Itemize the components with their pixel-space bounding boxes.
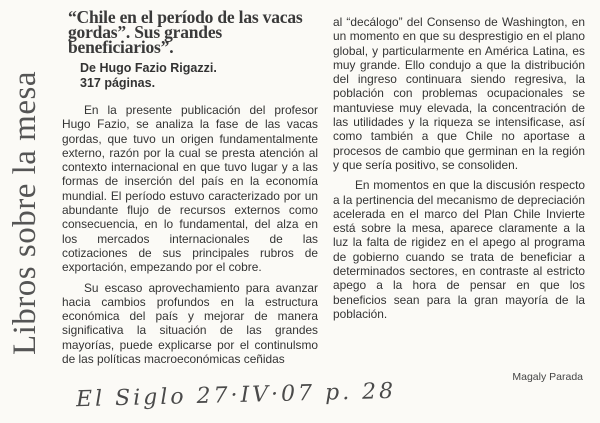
book-title: “Chile en el período de las vacas gordas”. Sus grandes beneficiarios”.: [68, 7, 303, 57]
paragraph-1: En la presente publicación del profesor Hugo Fazio, se analiza la fase de las vacas gordas, que tuvo un origen fundamentalmente externo, razón por la cual se presta atención al contexto internacional en que tuvo lugar y a las formas de inserción del país en la economía mundial. El período estuvo caracterizado por un abundante flujo de recursos externos como consecuencia, en lo fundamental, del alza en los mercados internacionales de las cotizaciones de sus principales rubros de exportación, empezando por el cobre.: [62, 103, 318, 275]
handwritten-source-note: El Siglo 27·IV·07 p. 28: [75, 378, 397, 413]
review-signature: Magaly Parada: [512, 371, 583, 383]
paragraph-2-continued: al “decálogo” del Consenso de Washington, en un momento en que su desprestigio en el plano global, y particularmente en América Latina, es muy grande. Ello condujo a que la distribución del ingreso continuara siendo regresiva, la población con problemas ocupacionales se mantuviese muy elevada, la concentración de las utilidades y la riqueza se intensificase, así como también a que Chile no aportase a procesos de cambio que germinan en la región y que sería positivo, se consoliden.: [333, 15, 585, 172]
book-pages: 317 páginas.: [80, 76, 156, 90]
book-author: De Hugo Fazio Rigazzi.: [80, 61, 217, 75]
section-label: Libros sobre la mesa: [7, 71, 43, 356]
paragraph-3: En momentos en que la discusión respecto a la pertinencia del mecanismo de depreciación acelerada en el marco del Plan Chile Invierte está sobre la mesa, aparece claramente a la luz la falta de rigidez en el apego al programa de gobierno cuando se trata de beneficiar a determinados sectores, en contraste al estricto apego a la hora de pensar en que los beneficios sean para la gran mayoría de la población.: [333, 178, 585, 321]
paragraph-2-start: Su escaso aprovechamiento para avanzar hacia cambios profundos en la estructura económica del país y mejorar de manera significativa la situación de las grandes mayorías, puede explicarse por el continulsmo de las políticas macroeconómicas ceñidas: [62, 280, 318, 367]
left-column: [62, 7, 318, 367]
right-column: [333, 15, 585, 321]
